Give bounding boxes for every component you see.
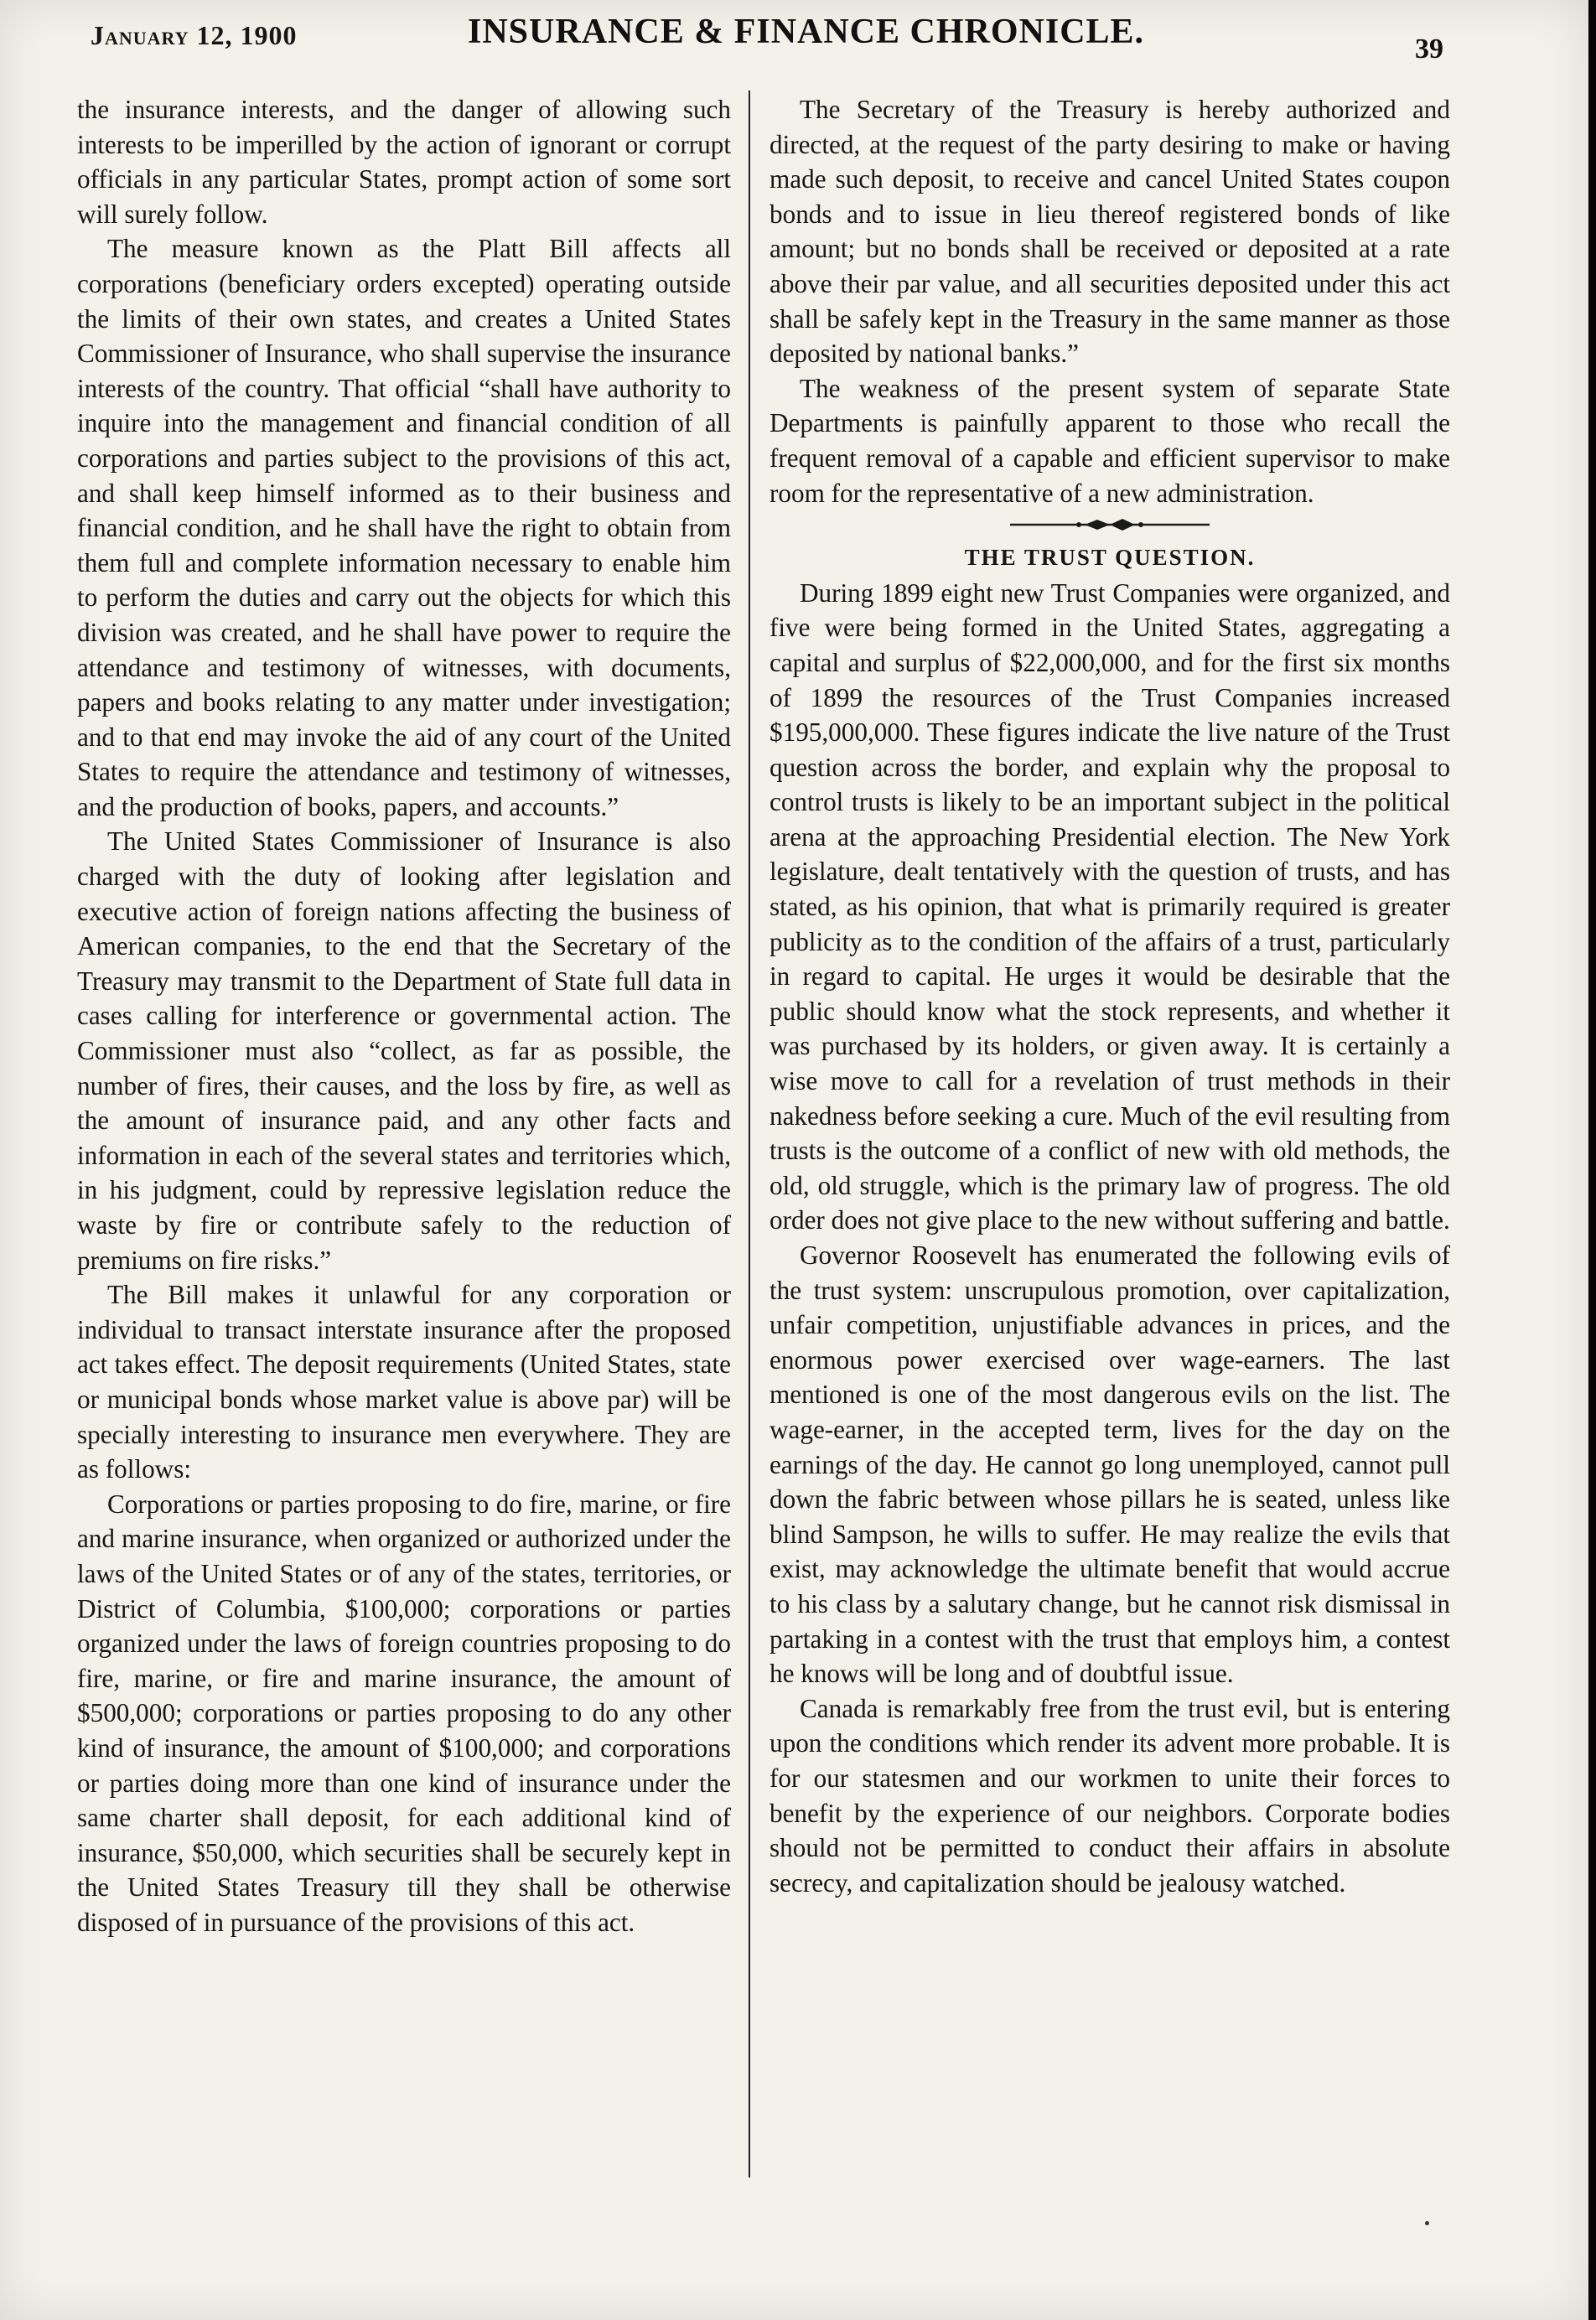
left-column — [77, 92, 731, 1939]
paragraph: the insurance interests, and the danger of allowing such interests to be imperilled by the action of ignorant or corrupt officials in any particular States, prompt action of some sort will surely follow. — [77, 95, 731, 229]
paragraph: The United States Commissioner of Insurance is also charged with the duty of looking after legislation and executive action of foreign nations affecting the business of American companies, to the end that the Secretary of the Treasury may transmit to the Department of State full data in cases calling for interference or governmental action. The Commissioner must also “collect, as far as possible, the number of fires, their causes, and the loss by fire, as well as the amount of insurance paid, and any other facts and information in each of the several states and territories which, in his judgment, could by repressive legislation reduce the waste by fire or contribute safely to the reduction of premiums on fire risks.” — [77, 826, 731, 1275]
ornament-divider-icon — [1005, 517, 1215, 532]
paragraph: The Bill makes it unlawful for any corporation or individual to transact interstate insurance after the proposed act takes effect. The deposit requirements (United States, state or municipal bonds whose market value is above par) will be specially interesting to insurance men everywhere. They are as follows: — [77, 1280, 731, 1484]
paragraph: The Secretary of the Treasury is hereby authorized and directed, at the request of the party desiring to make or having made such deposit, to receive and cancel United States coupon bonds and to issue in lieu thereof registered bonds of like amount; but no bonds shall be received or deposited at a rate above their par value, and all securities deposited under this act shall be safely kept in the Treasury in the same manner as those deposited by national banks.” — [770, 95, 1450, 369]
page-edge-shadow — [1588, 0, 1596, 2320]
paragraph: The weakness of the present system of separate State Departments is painfully apparent to those who recall the frequent removal of a capable and efficient supervisor to make room for the representative of a new administration. — [770, 373, 1450, 508]
paragraph: During 1899 eight new Trust Companies were organized, and five were being formed in the United States, aggregating a capital and surplus of $22,000,000, and for the first six months of 1899 the resources of the Trust Companies increased $195,000,000. These figures indicate the live nature of the Trust question across the border, and explain why the proposal to control trusts is likely to be an important subject in the political arena at the approaching Presidential election. The New York legislature, dealt tentatively with the question of trusts, and has stated, as his opinion, that what is primarily required is greater publicity as to the condition of the affairs of a trust, particularly in regard to capital. He urges it would be desirable that the public should know what the stock represents, and whether it was purchased by its holders, or given away. It is certainly a wise move to call for a revelation of trust methods in their nakedness before seeking a cure. Much of the evil resulting from trusts is the outcome of a conflict of new with old methods, the old, old struggle, which is the primary law of progress. The old order does not give place to the new without suffering and battle. — [770, 577, 1450, 1235]
paragraph: Governor Roosevelt has enumerated the following evils of the trust system: unscrupulous promotion, over capitalization, unfair competition, unjustifiable advances in prices, and the enormous power exercised over wage-earners. The last mentioned is one of the most dangerous evils on the list. The wage-earner, in the accepted term, lives for the day on the earnings of the day. He cannot go long unemployed, cannot pull down the fabric between whose pillars he is seated, unless like blind Sampson, he wills to suffer. He may realize the evils that exist, may acknowledge the ultimate benefit that would accrue to his class by a salutary change, but he cannot risk dismissal in partaking in a contest with the trust that employs him, a contest he knows will be long and of doubtful issue. — [770, 1240, 1450, 1689]
right-column — [770, 92, 1450, 1900]
paragraph: Corporations or parties proposing to do fire, marine, or fire and marine insurance, when organized or authorized under the laws of the United States or of any of the states, territories, or District of Columbia, $100,000; corporations or parties organized under the laws of foreign countries proposing to do fire, marine, or fire and marine insurance, the amount of $500,000; corporations or parties proposing to do any other kind of insurance, the amount of $100,000; and corporations or parties doing more than one kind of insurance under the same charter shall deposit, for each additional kind of insurance, $50,000, which securities shall be securely kept in the United States Treasury till they shall be otherwise disposed of in pursuance of the provisions of this act. — [77, 1489, 731, 1937]
paragraph: The measure known as the Platt Bill affects all corporations (beneficiary orders excepted) operating outside the limits of their own states, and creates a United States Commissioner of Insurance, who shall supervise the insurance interests of the country. That official “shall have authority to inquire into the management and financial condition of all corporations and parties subject to the provisions of this act, and shall keep himself informed as to their business and financial condition, and he shall have the right to obtain from them full and complete information necessary to enable him to perform the duties and carry out the objects for which this division was created, and he shall have power to require the attendance and testimony of witnesses, with documents, papers and books relating to any matter under investigation; and to that end may invoke the aid of any court of the United States to require the attendance and testimony of witnesses, and the production of books, papers, and accounts.” — [77, 234, 731, 821]
page-header — [91, 7, 1465, 65]
publication-title: INSURANCE & FINANCE CHRONICLE. — [468, 13, 1145, 51]
section-heading: THE TRUST QUESTION. — [964, 545, 1256, 571]
print-speck — [1425, 2221, 1429, 2225]
issue-date: January 12, 1900 — [91, 20, 298, 50]
page-number: 39 — [1415, 34, 1443, 65]
paragraph: Canada is remarkably free from the trust evil, but is entering upon the conditions which render its advent more probable. It is for our statesmen and our workmen to unite their forces to benefit by the experience of our neighbors. Corporate bodies should not be permitted to conduct their affairs in absolute secrecy, and capitalization should be jealousy watched. — [770, 1693, 1450, 1898]
column-divider — [749, 91, 750, 2178]
